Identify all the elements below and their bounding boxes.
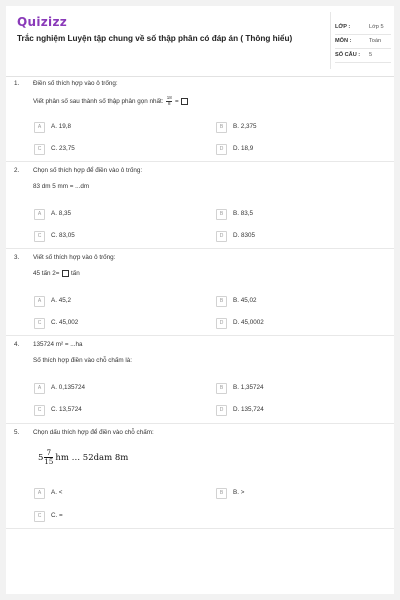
question-subtext [33,270,80,277]
meta-value: Lớp 5 [369,24,384,30]
option-text: B. 83,5 [233,210,253,217]
fraction [166,96,172,106]
fraction-denominator: 8 [167,100,171,106]
subtext-prefix: 45 tấn 2= [33,270,60,278]
fraction [44,449,53,466]
option-text: C. 45,002 [51,319,79,326]
meta-count [335,48,391,63]
option-letter-box: D [216,405,227,416]
option-text: D. 8305 [233,232,256,239]
blank-box-icon [62,270,69,277]
worksheet-header [6,6,394,77]
question-text: Chọn dấu thích hợp để điền vào chỗ chấm: [33,429,154,436]
question-text: Viết số thích hợp vào ô trống: [33,254,116,261]
option-letter-box: C [34,318,45,329]
question-divider [6,248,394,249]
option-text: A. 8,35 [51,210,71,217]
option-text: D. 135,724 [233,406,264,413]
option-letter-box: B [216,488,227,499]
option-text: B. 1,35724 [233,384,264,391]
option-text: A. 19,8 [51,123,71,130]
option-letter-box: C [34,405,45,416]
option-letter-box: A [34,122,45,133]
option-text: A. 45,2 [51,297,71,304]
option-text: C. 13,5724 [51,406,82,413]
meta-key: LỚP : [335,24,351,30]
option-text: C. = [51,512,63,519]
option-letter-box: A [34,488,45,499]
question-text: Điền số thích hợp vào ô trống: [33,80,118,87]
blank-box-icon [181,98,188,105]
option-text: D. 45,0002 [233,319,264,326]
option-text: B. 45,02 [233,297,257,304]
math-rest: hm … 52dam 8m [55,452,129,463]
mixed-number-whole: 5 [38,452,44,463]
option-letter-box: B [216,122,227,133]
question-subtext: Số thích hợp điền vào chỗ chấm là: [33,357,132,364]
meta-value: 5 [369,52,373,58]
subtext-suffix: tấn [70,270,80,278]
option-letter-box: C [34,144,45,155]
meta-subject [335,34,391,49]
fraction-numerator: 7 [44,449,53,458]
question-divider [6,423,394,424]
option-text: A. 0,135724 [51,384,85,391]
option-text: A. < [51,489,63,496]
fraction-denominator: 15 [44,458,54,466]
option-letter-box: C [34,231,45,242]
question-divider [6,161,394,162]
meta-key: MÔN : [335,38,352,44]
worksheet-meta [330,12,391,69]
subtext-prefix: Viết phân số sau thành số thập phân gọn nhất: [33,97,164,105]
option-letter-box: B [216,383,227,394]
option-letter-box: D [216,318,227,329]
question-text: 135724 m² = ...ha [33,341,83,348]
question-text: Chọn số thích hợp để điền vào ô trống: [33,167,143,174]
option-letter-box: D [216,231,227,242]
meta-value: Toán [369,38,382,44]
question-divider [6,528,394,529]
math-expression [38,449,128,466]
fraction-numerator: 18 [166,95,172,100]
question-number: 2. [14,167,20,174]
option-text: C. 23,75 [51,145,75,152]
meta-key: SỐ CÂU : [335,52,361,58]
worksheet-page [6,6,394,594]
subtext-suffix: = [175,97,179,105]
option-letter-box: A [34,296,45,307]
question-number: 3. [14,254,20,261]
option-letter-box: B [216,296,227,307]
option-text: C. 83,05 [51,232,75,239]
quizizz-logo: Quizizz [17,15,68,29]
question-number: 4. [14,341,20,348]
option-letter-box: A [34,383,45,394]
question-divider [6,335,394,336]
option-letter-box: B [216,209,227,220]
question-subtext: 83 dm 5 mm = ...dm [33,183,90,190]
option-letter-box: C [34,511,45,522]
question-subtext [33,96,188,106]
option-letter-box: A [34,209,45,220]
option-text: B. 2,375 [233,123,257,130]
question-number: 1. [14,80,20,87]
question-number: 5. [14,429,20,436]
worksheet-title: Trắc nghiệm Luyện tập chung về số thập phân có đáp án ( Thông hiểu) [17,34,293,43]
meta-class [335,20,391,35]
option-text: B. > [233,489,245,496]
option-letter-box: D [216,144,227,155]
option-text: D. 18,9 [233,145,254,152]
